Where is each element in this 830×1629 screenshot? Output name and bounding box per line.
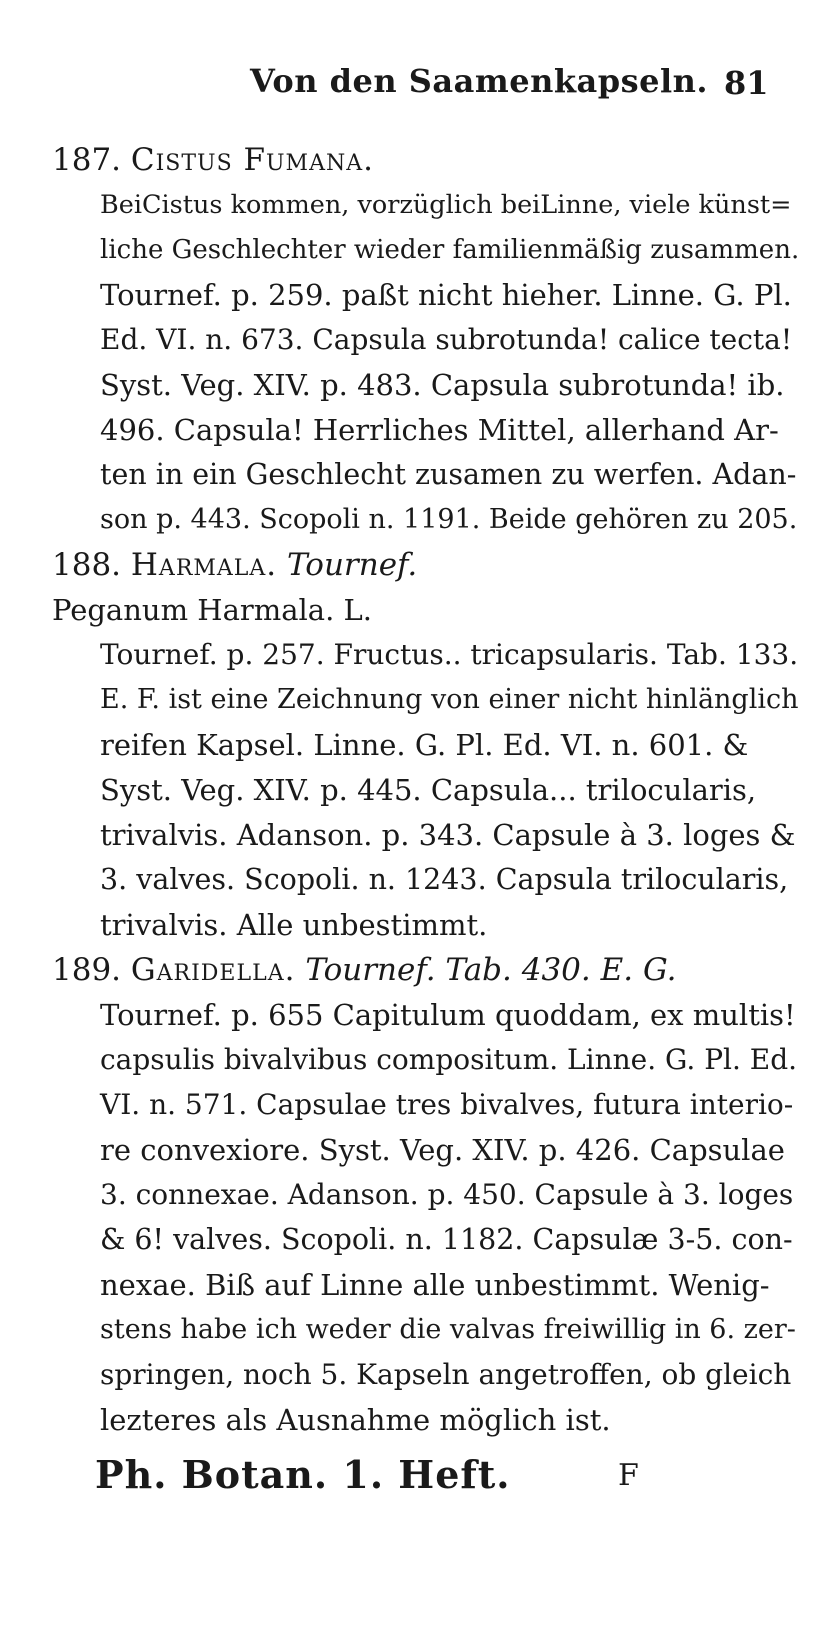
entry-line: re convexiore. Syst. Veg. XIV. p. 426. Capsulae bbox=[100, 1133, 785, 1167]
entry-line: 3. connexae. Adanson. p. 450. Capsule à 3. loges bbox=[100, 1178, 794, 1211]
entry-line: stens habe ich weder die valvas freiwillig in 6. zer- bbox=[100, 1314, 796, 1345]
signature-mark: Ph. Botan. 1. Heft. bbox=[95, 1452, 511, 1497]
entry-line: nexae. Biß auf Linne alle unbestimmt. Wenig- bbox=[100, 1268, 770, 1302]
entry-line: son p. 443. Scopoli n. 1191. Beide gehören zu 205. bbox=[100, 504, 798, 535]
entry-line: springen, noch 5. Kapseln angetroffen, ob gleich bbox=[100, 1358, 792, 1391]
sheet-catchword: F bbox=[618, 1458, 639, 1493]
entry-line: & 6! valves. Scopoli. n. 1182. Capsulæ 3-5. con- bbox=[100, 1223, 793, 1256]
entry-line: capsulis bivalvibus compositum. Linne. G. Pl. Ed. bbox=[100, 1043, 798, 1076]
entry-genus: Garidella. bbox=[130, 952, 296, 988]
entry-line: lezteres als Ausnahme möglich ist. bbox=[100, 1403, 611, 1437]
entry-line: trivalvis. Adanson. p. 343. Capsule à 3. loges & bbox=[100, 818, 796, 852]
entry-line: reifen Kapsel. Linne. G. Pl. Ed. VI. n. 601. & bbox=[100, 728, 749, 762]
entry-line: Ed. VI. n. 673. Capsula subrotunda! calice tecta! bbox=[100, 323, 793, 356]
entry-line: Tournef. p. 257. Fructus.. tricapsularis. Tab. 133. bbox=[100, 638, 799, 671]
entry-number: 188. bbox=[52, 547, 122, 583]
page-number: 81 bbox=[724, 64, 769, 102]
entry-line: Tournef. p. 259. paßt nicht hieher. Linne. G. Pl. bbox=[100, 278, 792, 312]
entry-line: Peganum Harmala. L. bbox=[52, 593, 373, 627]
entry-author: Tournef. Tab. 430. E. G. bbox=[305, 952, 677, 988]
page-footer bbox=[0, 1452, 830, 1512]
entry-number: 189. bbox=[52, 952, 122, 988]
entry-heading bbox=[52, 138, 374, 182]
entry-heading bbox=[52, 543, 417, 587]
entry-number: 187. bbox=[52, 142, 122, 178]
entry-line: Tournef. p. 655 Capitulum quoddam, ex multis! bbox=[100, 998, 796, 1032]
entry-line: Syst. Veg. XIV. p. 445. Capsula... trilocularis, bbox=[100, 773, 757, 807]
entry-line: trivalvis. Alle unbestimmt. bbox=[100, 908, 488, 942]
entry-line: Syst. Veg. XIV. p. 483. Capsula subrotunda! ib. bbox=[100, 368, 785, 402]
entry-line: 496. Capsula! Herrliches Mittel, allerhand Ar- bbox=[100, 413, 779, 447]
entry-line: E. F. ist eine Zeichnung von einer nicht hinlänglich bbox=[100, 684, 799, 715]
entry-line: VI. n. 571. Capsulae tres bivalves, futura interio- bbox=[100, 1088, 794, 1121]
entry-heading bbox=[52, 948, 676, 992]
running-head bbox=[0, 62, 830, 112]
entry-author: Tournef. bbox=[287, 547, 418, 583]
entry-genus: Harmala. bbox=[130, 547, 278, 583]
entry-line: 3. valves. Scopoli. n. 1243. Capsula trilocularis, bbox=[100, 863, 789, 896]
entry-line: ten in ein Geschlecht zusamen zu werfen. Adan- bbox=[100, 458, 797, 491]
entry-line: BeiCistus kommen, vorzüglich beiLinne, viele künst= bbox=[100, 190, 792, 220]
entry-line: liche Geschlechter wieder familienmäßig zusammen. bbox=[100, 235, 800, 265]
running-head-title: Von den Saamenkapseln. bbox=[250, 62, 709, 100]
entry-genus: Cistus Fumana. bbox=[130, 142, 374, 178]
